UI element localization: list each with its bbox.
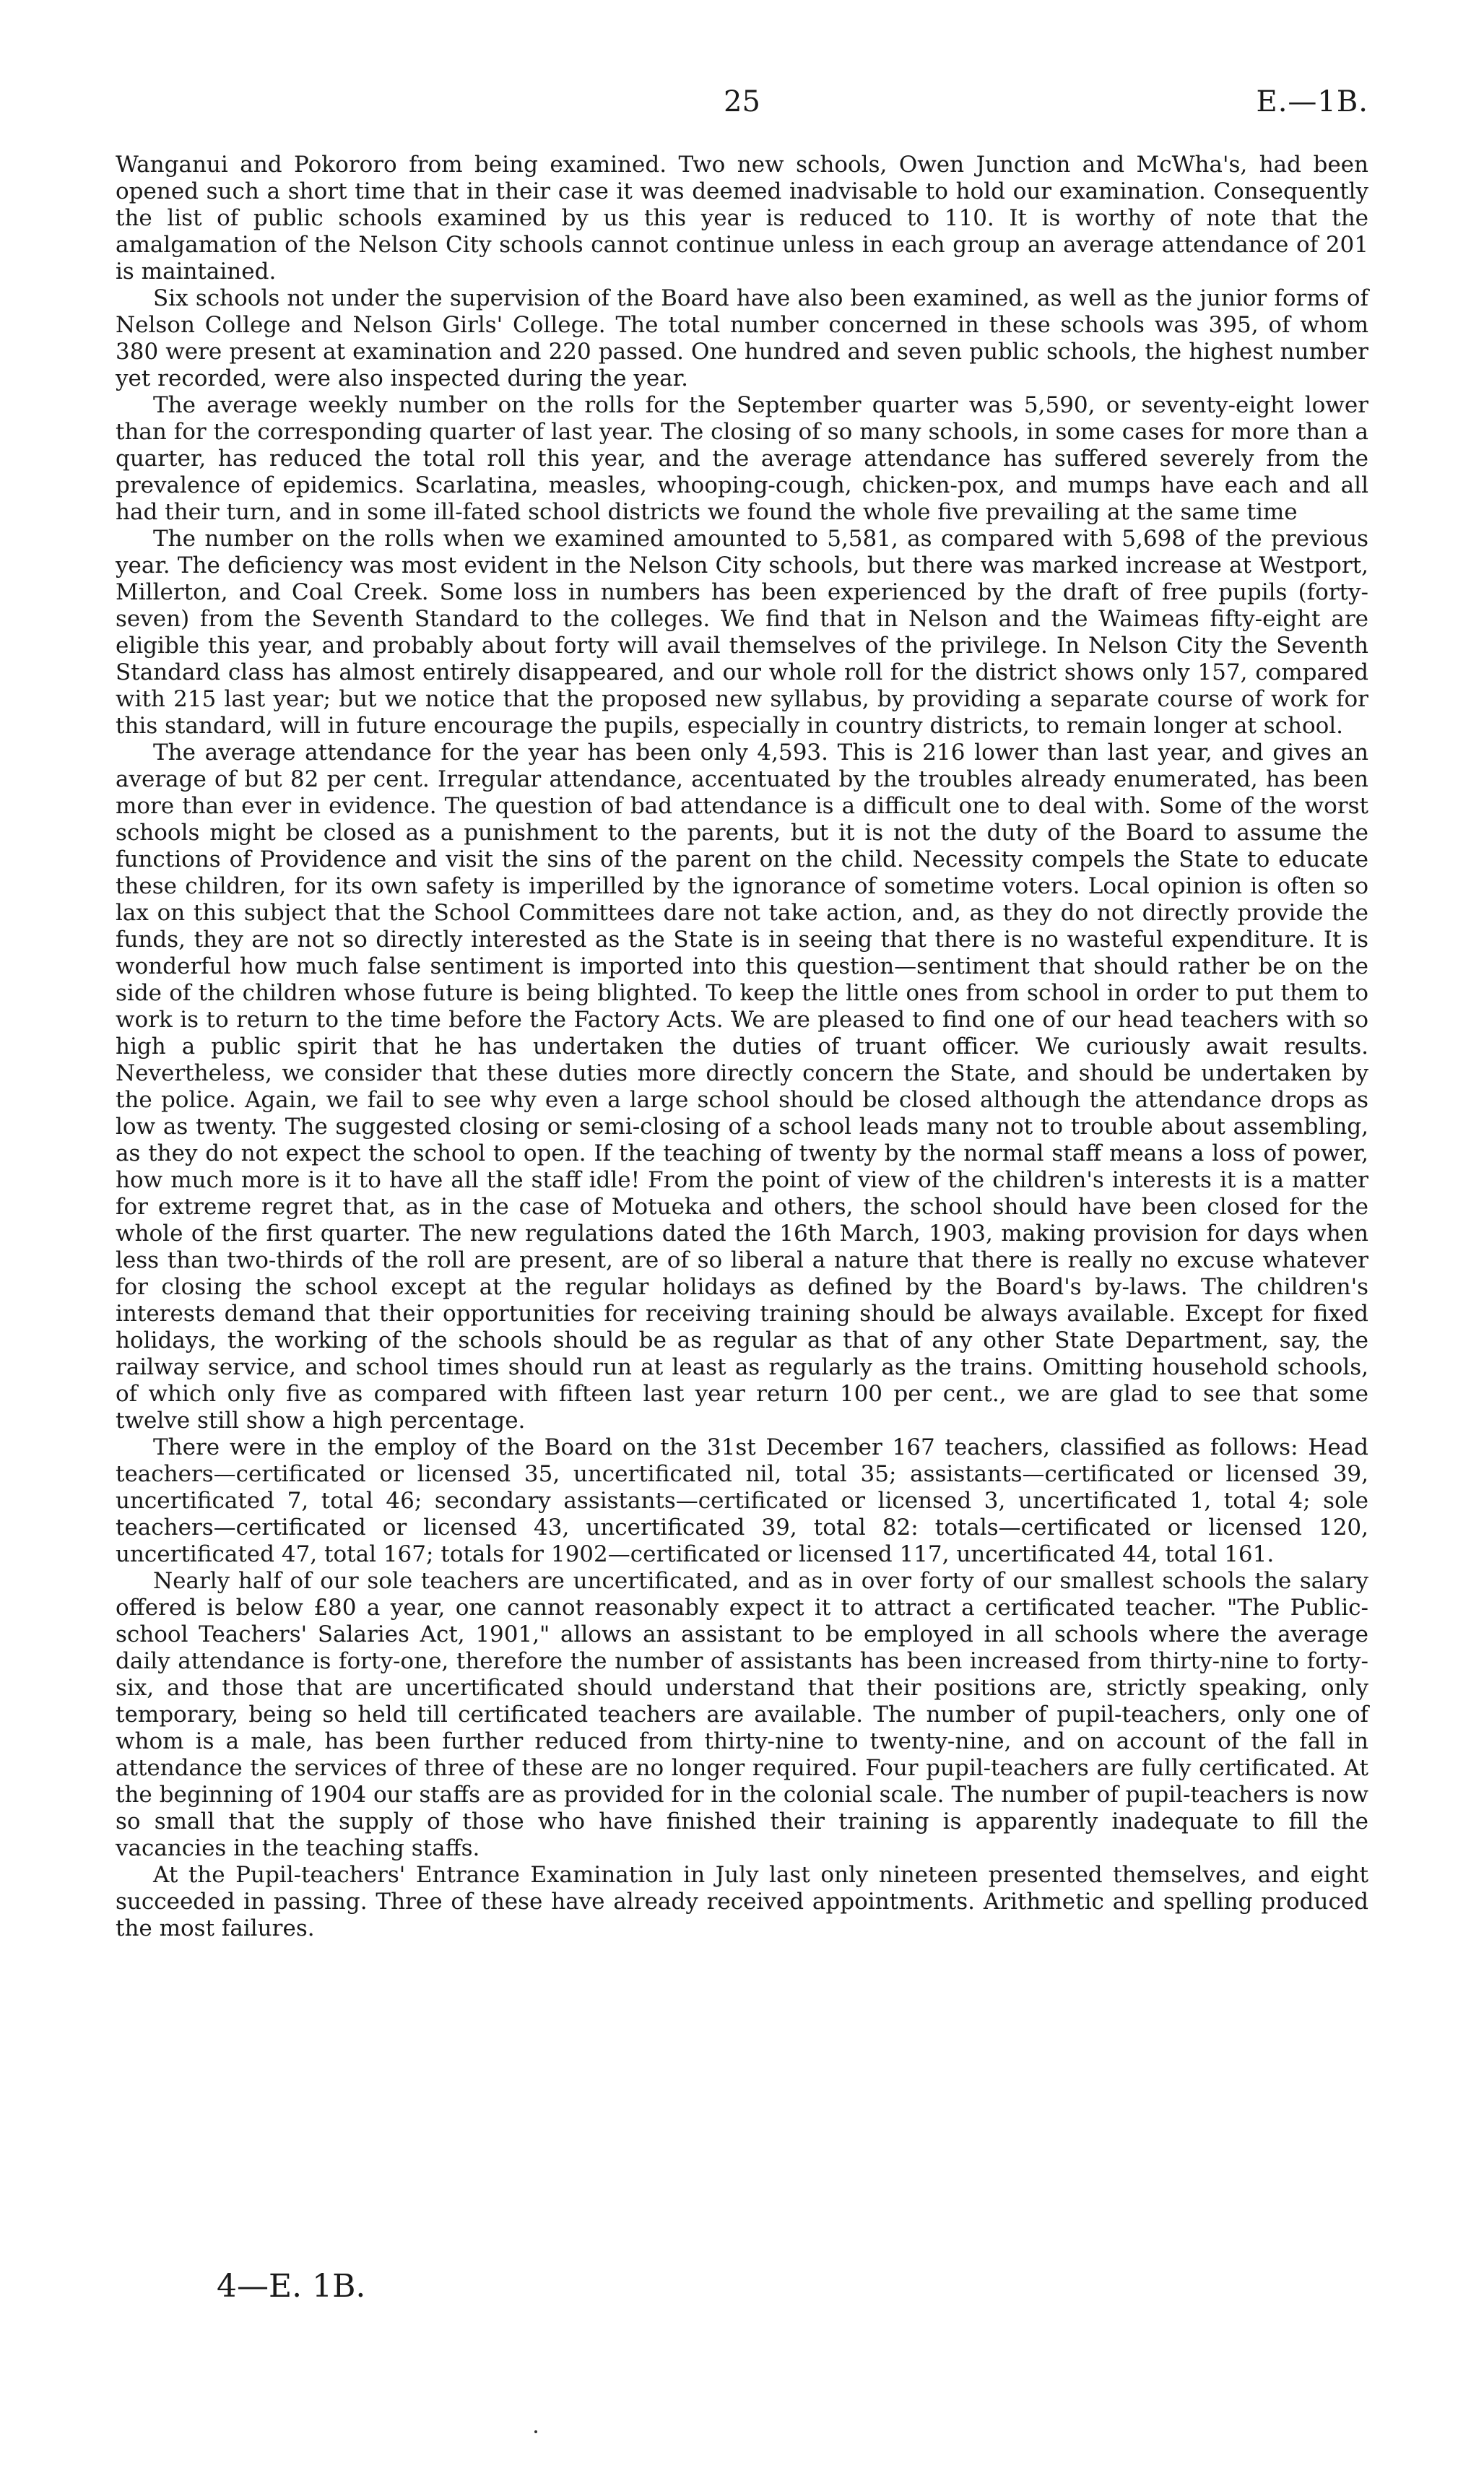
document-reference: E.—1B. (1256, 85, 1368, 118)
signature-reference: 4—E. 1B. (217, 2268, 366, 2305)
paragraph: Six schools not under the supervision of the Board have also been examined, as well as the junior forms of Nelson College and Nelson Girls' College. The total number concerned in these schools was 395, of whom 380 were present at examination and 220 passed. One hundred and seven public schools, the highest number yet recorded, were also inspected during the year. (116, 285, 1368, 391)
paragraph: At the Pupil-teachers' Entrance Examination in July last only nineteen presented themselves, and eight succeeded in passing. Three of these have already received appointments. Arithmetic and spelling produced the most failures. (116, 1862, 1368, 1941)
printer-mark (534, 2430, 537, 2433)
paragraph: Wanganui and Pokororo from being examined. Two new schools, Owen Junction and McWha's, had been opened such a short time that in their case it was deemed inadvisable to hold our examination. Consequently the list of public schools examined by us this year is reduced to 110. It is worthy of note that the amalgamation of the Nelson City schools cannot continue unless in each group an average attendance of 201 is maintained. (116, 152, 1368, 285)
page-header (116, 85, 1368, 129)
paragraph: The number on the rolls when we examined amounted to 5,581, as compared with 5,698 of the previous year. The deficiency was most evident in the Nelson City schools, but there was marked increase at Westport, Millerton, and Coal Creek. Some loss in numbers has been experienced by the draft of free pupils (forty-seven) from the Seventh Standard to the colleges. We find that in Nelson and the Waimeas fifty-eight are eligible this year, and probably about forty will avail themselves of the privilege. In Nelson City the Seventh Standard class has almost entirely disappeared, and our whole roll for the district shows only 157, compared with 215 last year; but we notice that the proposed new syllabus, by providing a separate course of work for this standard, will in future encourage the pupils, especially in country districts, to remain longer at school. (116, 526, 1368, 739)
paragraph: Nearly half of our sole teachers are uncertificated, and as in over forty of our smallest schools the salary offered is below £80 a year, one cannot reasonably expect it to attract a certificated teacher. "The Public-school Teachers' Salaries Act, 1901," allows an assistant to be employed in all schools where the average daily attendance is forty-one, therefore the number of assistants has been increased from thirty-nine to forty-six, and those that are uncertificated should understand that their positions are, strictly speaking, only temporary, being so held till certificated teachers are available. The number of pupil-teachers, only one of whom is a male, has been further reduced from thirty-nine to twenty-nine, and on account of the fall in attendance the services of three of these are no longer required. Four pupil-teachers are fully certificated. At the beginning of 1904 our staffs are as provided for in the colonial scale. The number of pupil-teachers is now so small that the supply of those who have finished their training is apparently inadequate to fill the vacancies in the teaching staffs. (116, 1568, 1368, 1861)
paragraph: The average weekly number on the rolls for the September quarter was 5,590, or seventy-eight lower than for the corresponding quarter of last year. The closing of so many schools, in some cases for more than a quarter, has reduced the total roll this year, and the average attendance has suffered severely from the prevalence of epidemics. Scarlatina, measles, whooping-cough, chicken-pox, and mumps have each and all had their turn, and in some ill-fated school districts we found the whole five prevailing at the same time (116, 392, 1368, 525)
paragraph: The average attendance for the year has been only 4,593. This is 216 lower than last year, and gives an average of but 82 per cent. Irregular attendance, accentuated by the troubles already enumerated, has been more than ever in evidence. The question of bad attendance is a difficult one to deal with. Some of the worst schools might be closed as a punishment to the parents, but it is not the duty of the Board to assume the functions of Providence and visit the sins of the parent on the child. Necessity compels the State to educate these children, for its own safety is imperilled by the ignorance of sometime voters. Local opinion is often so lax on this subject that the School Committees dare not take action, and, as they do not directly provide the funds, they are not so directly interested as the State is in seeing that there is no wasteful expenditure. It is wonderful how much false sentiment is imported into this question—sentiment that should rather be on the side of the children whose future is being blighted. To keep the little ones from school in order to put them to work is to return to the time before the Factory Acts. We are pleased to find one of our head teachers with so high a public spirit that he has undertaken the duties of truant officer. We curiously await results. Nevertheless, we consider that these duties more directly concern the State, and should be undertaken by the police. Again, we fail to see why even a large school should be closed although the attendance drops as low as twenty. The suggested closing or semi-closing of a school leads many not to trouble about assembling, as they do not expect the school to open. If the teaching of twenty by the normal staff means a loss of power, how much more is it to have all the staff idle! From the point of view of the children's interests it is a matter for extreme regret that, as in the case of Motueka and others, the school should have been closed for the whole of the first quarter. The new regulations dated the 16th March, 1903, making provision for days when less than two-thirds of the roll are present, are of so liberal a nature that there is really no excuse whatever for closing the school except at the regular holidays as defined by the Board's by-laws. The children's interests demand that their opportunities for receiving training should be always available. Except for fixed holidays, the working of the schools should be as regular as that of any other State Department, say, the railway service, and school times should run at least as regularly as the trains. Omitting household schools, of which only five as compared with fifteen last year return 100 per cent., we are glad to see that some twelve still show a high percentage. (116, 740, 1368, 1434)
body-text (116, 152, 1368, 1942)
page-number: 25 (724, 85, 760, 118)
paragraph: There were in the employ of the Board on the 31st December 167 teachers, classified as follows: Head teachers—certificated or licensed 35, uncertificated nil, total 35; assistants—certificated or licensed 39, uncertificated 7, total 46; secondary assistants—certificated or licensed 3, uncertificated 1, total 4; sole teachers—certificated or licensed 43, uncertificated 39, total 82: totals—certificated or licensed 120, uncertificated 47, total 167; totals for 1902—certificated or licensed 117, uncertificated 44, total 161. (116, 1434, 1368, 1567)
